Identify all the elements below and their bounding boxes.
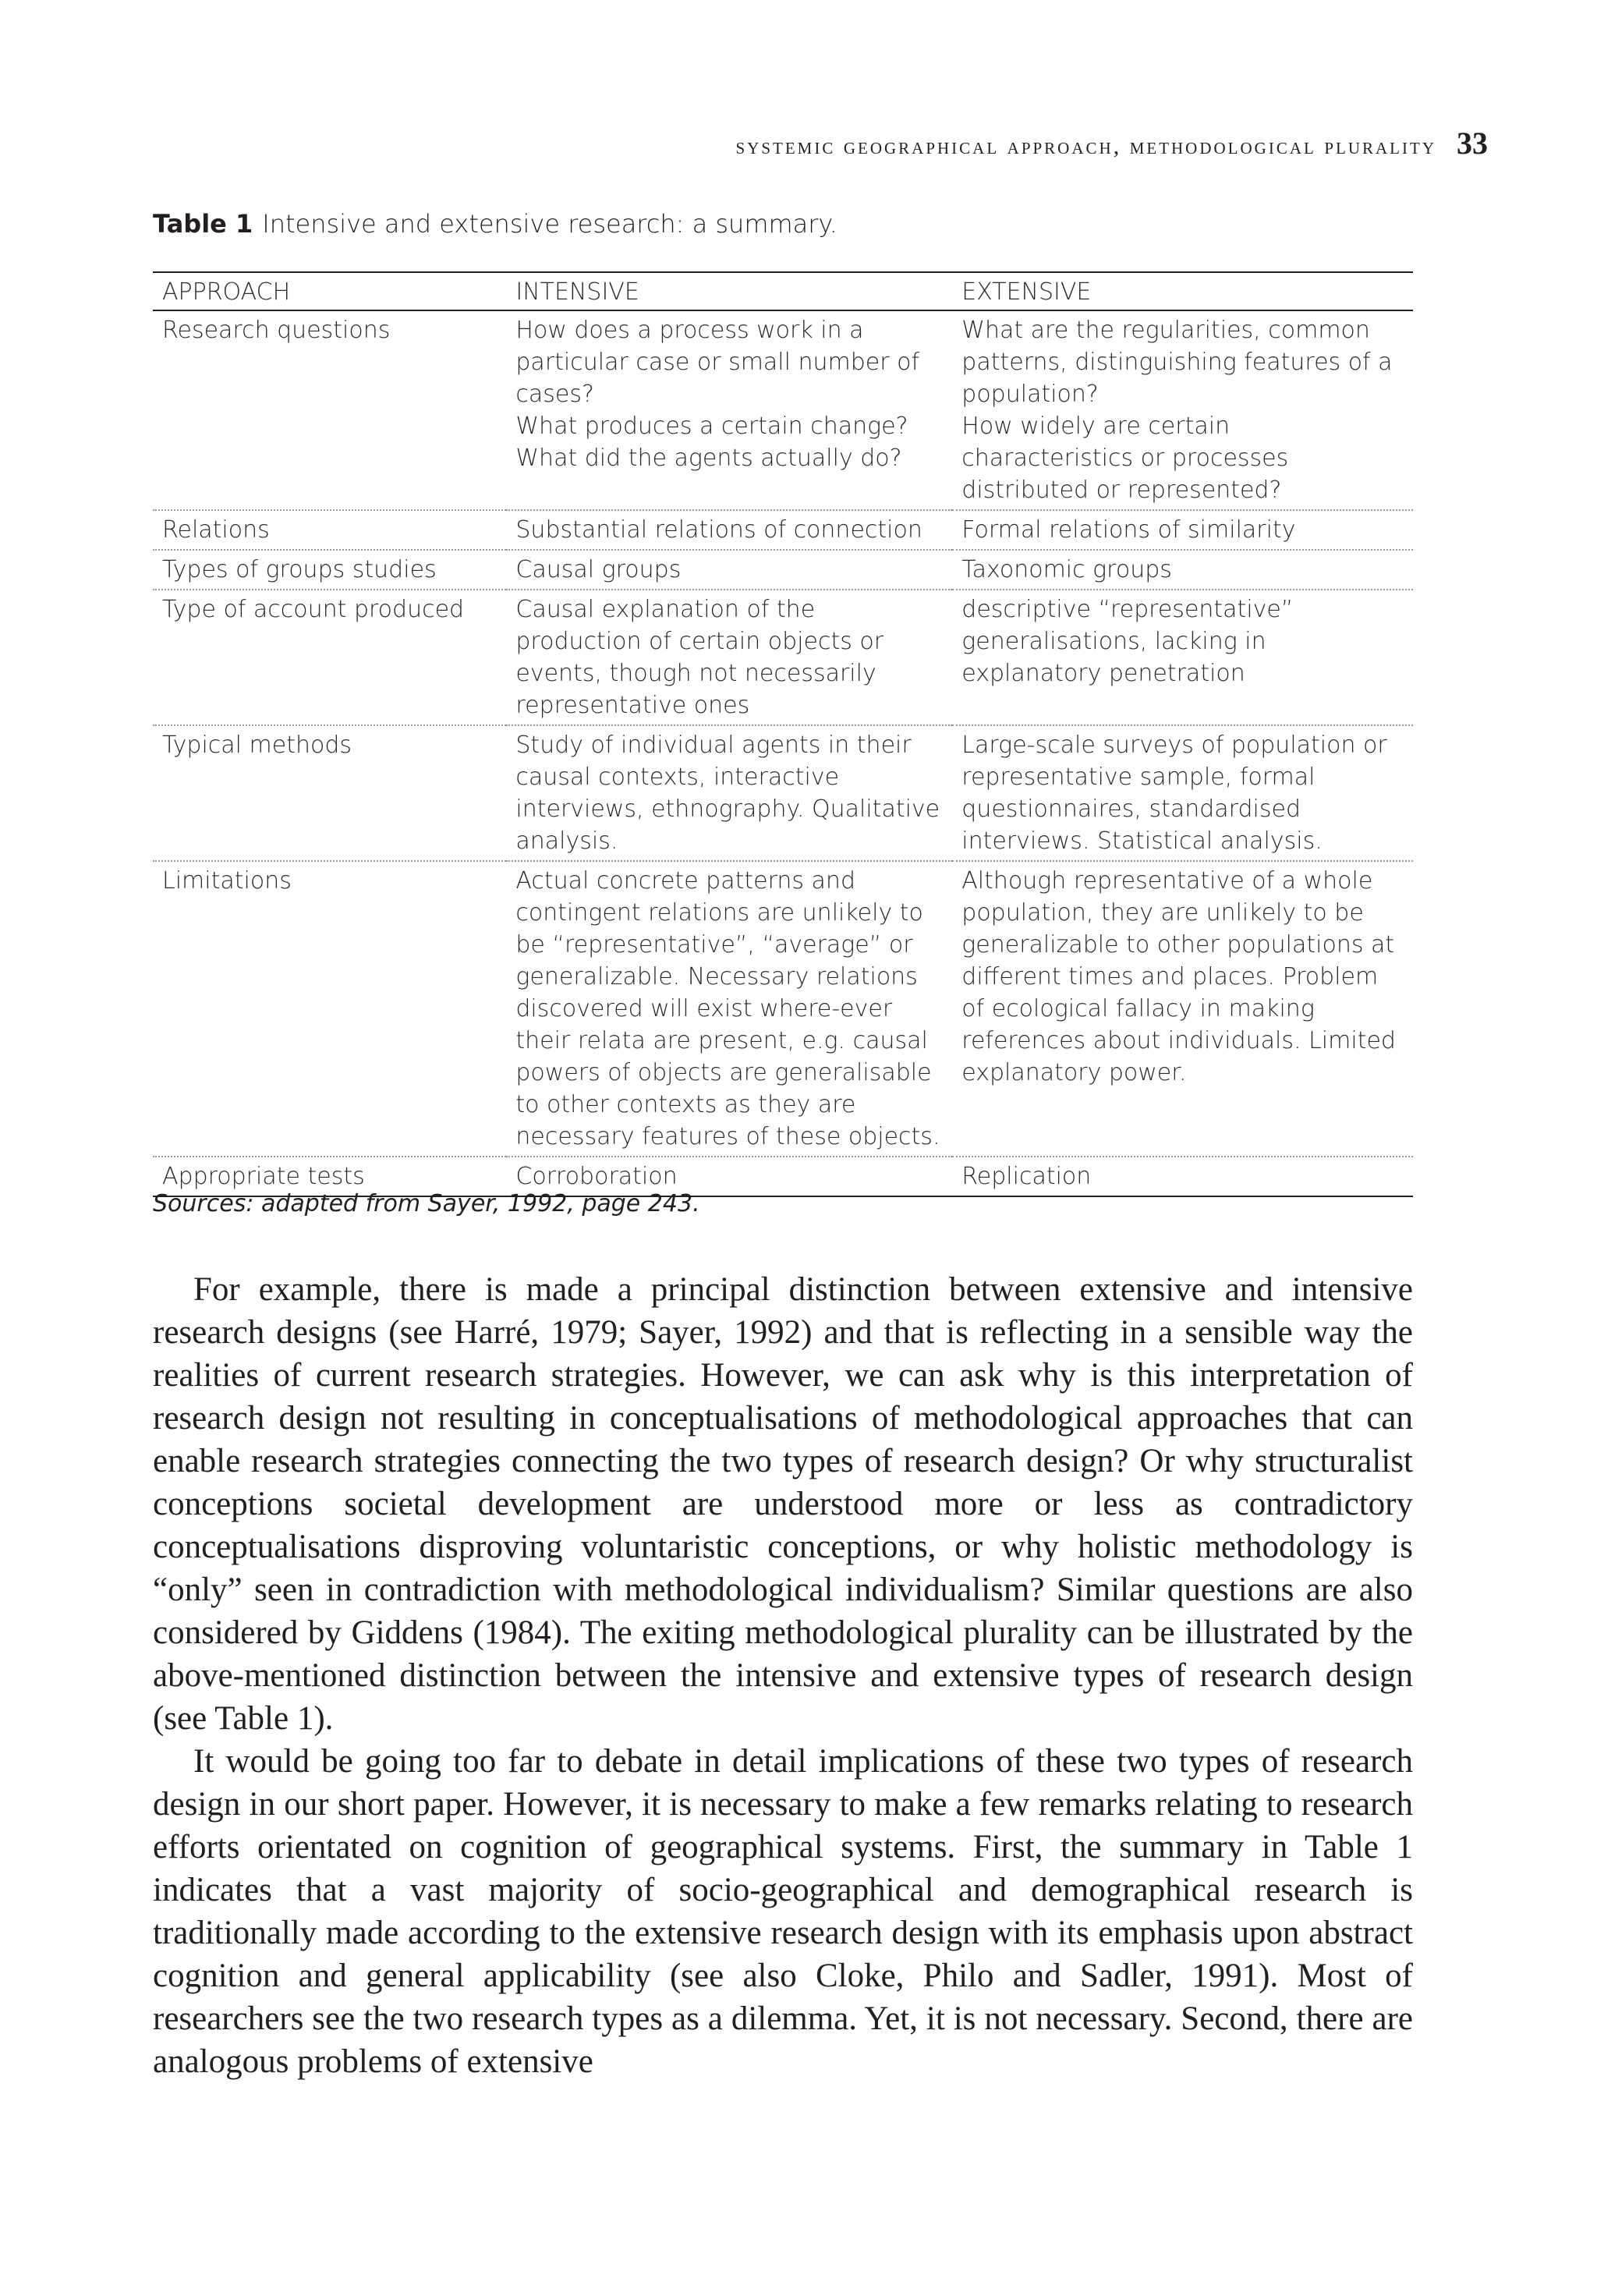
page-number: 33 (1457, 126, 1488, 161)
table-sources: Sources: adapted from Sayer, 1992, page 243. (153, 1190, 700, 1217)
summary-table (153, 271, 1413, 1197)
header-intensive: INTENSIVE (506, 272, 952, 310)
cell-intensive: Corroboration (515, 1163, 678, 1190)
table-header-row (153, 272, 1413, 310)
cell-approach: Typical methods (153, 725, 506, 861)
paragraph-1: For example, there is made a principal distinction between extensive and intensive research designs (see Harré, 1979; Sayer, 1992) and that is reflecting in a sensible way the realities of current research strategies. However, we can ask why is this interpretation of research design not resulting in conceptualisations of methodological approaches that can enable research strategies connecting the two types of research design? Or why structuralist conceptions societal development are understood more or less as contradictory conceptualisations disproving voluntaristic conceptions, or why holistic methodology is “only” seen in contradiction with methodological individualism? Similar questions are also considered by Giddens (1984). The exiting methodological plurality can be illustrated by the above-mentioned distinction between the intensive and extensive types of research design (see Table 1). (153, 1271, 1413, 1737)
header-approach: APPROACH (153, 272, 506, 310)
cell-intensive: How does a process work in a particular case or small number of cases? What produces a certain change? What did the agents actually do? (506, 310, 952, 510)
cell-extensive: Large-scale surveys of population or representative sample, formal questionnaires, standardised interviews. Statistical analysis. (952, 725, 1413, 861)
cell-approach: Type of account produced (153, 590, 506, 725)
cell-approach: Appropriate tests (162, 1163, 365, 1190)
paragraph-2: It would be going too far to debate in detail implications of these two types of research design in our short paper. However, it is necessary to make a few remarks relating to research efforts orientated on cognition of geographical systems. First, the summary in Table 1 indicates that a vast majority of socio-geographical and demographical research is traditionally made according to the extensive research design with its emphasis upon abstract cognition and general applicability (see also Cloke, Philo and Sadler, 1991). Most of researchers see the two research types as a dilemma. Yet, it is not necessary. Second, there are analogous problems of extensive (153, 1743, 1413, 2080)
table-caption (153, 209, 837, 239)
cell-intensive: Causal explanation of the production of certain objects or events, though not necessarily representative ones (506, 590, 952, 725)
cell-extensive: Replication (961, 1163, 1092, 1190)
cell-extensive: What are the regularities, common patterns, distinguishing features of a population? How widely are certain characteristics or processes distributed or represented? (952, 310, 1413, 510)
cell-extensive: descriptive “representative” generalisations, lacking in explanatory penetration (952, 590, 1413, 725)
table-row (153, 590, 1413, 725)
running-head (153, 125, 1488, 161)
table-row (153, 310, 1413, 510)
cell-extensive: Formal relations of similarity (952, 510, 1413, 550)
cell-approach: Relations (153, 510, 506, 550)
header-extensive: EXTENSIVE (952, 272, 1413, 310)
table-caption-label: Table 1 (153, 209, 253, 239)
cell-approach: Types of groups studies (153, 550, 506, 590)
cell-intensive: Actual concrete patterns and contingent relations are unlikely to be “representative”, “average” or generalizable. Necessary relations discovered will exist where-ever their relata are present, e.g. causal powers of objects are generalisable to other contexts as they are necessary features of these objects. (506, 861, 952, 1157)
cell-extensive: Taxonomic groups (952, 550, 1413, 590)
body-text (153, 1268, 1413, 2083)
cell-approach: Research questions (153, 310, 506, 510)
table-row (153, 861, 1413, 1157)
table-row (153, 510, 1413, 550)
cell-intensive: Causal groups (506, 550, 952, 590)
cell-extensive: Although representative of a whole population, they are unlikely to be generalizable to other populations at different times and places. Problem of ecological fallacy in making references about individuals. Limited explanatory power. (952, 861, 1413, 1157)
running-head-title: systemic geographical approach, methodological plurality (735, 133, 1436, 159)
cell-intensive: Substantial relations of connection (506, 510, 952, 550)
table-caption-text: Intensive and extensive research: a summary. (262, 209, 837, 239)
cell-intensive: Study of individual agents in their causal contexts, interactive interviews, ethnography. Qualitative analysis. (506, 725, 952, 861)
cell-approach: Limitations (153, 861, 506, 1157)
table-row (153, 550, 1413, 590)
table-body (153, 310, 1413, 1196)
table-row (153, 725, 1413, 861)
